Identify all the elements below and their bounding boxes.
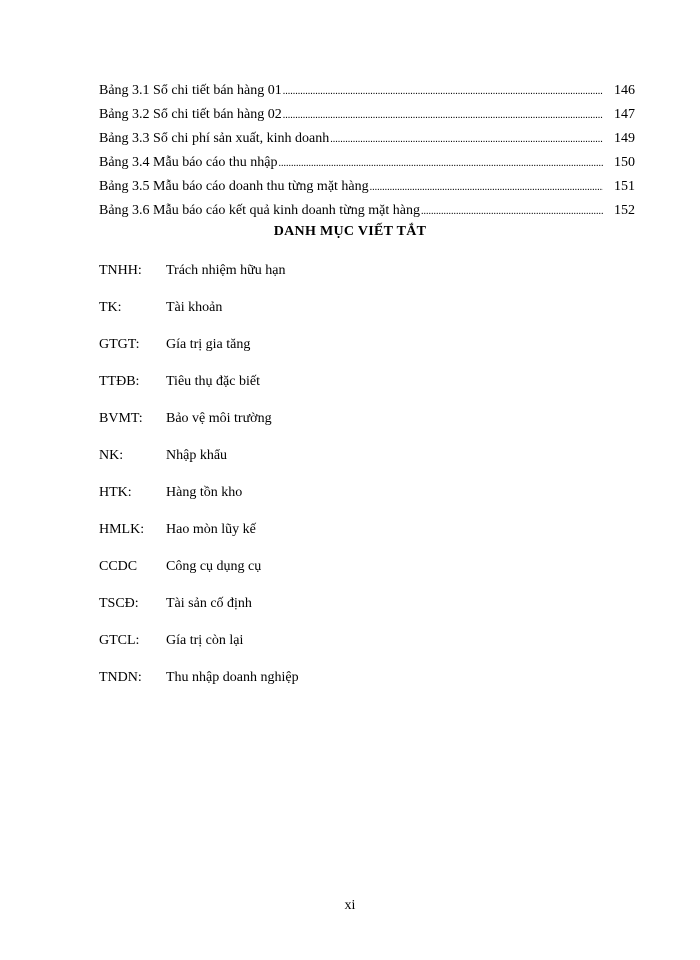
- abbreviation-key: TNDN:: [99, 670, 142, 685]
- abbreviation-value: Nhập khẩu: [166, 448, 228, 463]
- abbreviation-value: Tài khoản: [166, 300, 223, 315]
- abbreviation-key: TK:: [99, 300, 122, 315]
- toc-entry[interactable]: [99, 127, 635, 151]
- toc-entry-label: Bảng 3.5 Mẫu báo cáo doanh thu từng mặt hàng: [99, 179, 369, 194]
- abbreviation-key: BVMT:: [99, 411, 143, 426]
- abbreviation-row: [99, 262, 299, 299]
- abbreviation-key: TSCĐ:: [99, 596, 139, 611]
- toc-entry-page: 147: [614, 107, 635, 122]
- toc-leader-dots: [283, 104, 603, 128]
- abbreviation-key: HMLK:: [99, 522, 145, 537]
- toc-entry-page: 149: [614, 131, 635, 146]
- abbreviation-value: Hao mòn lũy kế: [166, 522, 256, 537]
- abbreviation-row: [99, 632, 299, 669]
- page-number: xi: [344, 898, 356, 913]
- abbreviation-value: Hàng tồn kho: [166, 485, 243, 500]
- abbreviation-value: Gía trị gia tăng: [166, 337, 251, 352]
- toc-leader-dots: [330, 128, 603, 152]
- section-heading: DANH MỤC VIẾT TẮT: [273, 224, 427, 239]
- abbreviation-value: Công cụ dụng cụ: [166, 559, 262, 574]
- toc-entry-label: Bảng 3.6 Mẫu báo cáo kết quả kinh doanh từng mặt hàng: [99, 203, 420, 218]
- abbreviation-row: [99, 447, 299, 484]
- abbreviation-row: [99, 521, 299, 558]
- toc-entry[interactable]: [99, 103, 635, 127]
- abbreviation-row: [99, 373, 299, 410]
- abbreviation-row: [99, 595, 299, 632]
- toc-entry-page: 150: [614, 155, 635, 170]
- toc-entry-label: Bảng 3.1 Sổ chi tiết bán hàng 01: [99, 83, 282, 98]
- abbreviation-value: Trách nhiệm hữu hạn: [166, 263, 286, 278]
- toc-entry[interactable]: [99, 199, 635, 223]
- abbreviation-value: Tài sản cố định: [166, 596, 252, 611]
- toc-entry-page: 152: [614, 203, 635, 218]
- toc-entry-page: 151: [614, 179, 635, 194]
- abbreviation-row: [99, 558, 299, 595]
- abbreviation-list: [99, 262, 299, 706]
- toc-leader-dots: [421, 200, 603, 224]
- abbreviation-row: [99, 484, 299, 521]
- abbreviation-key: GTCL:: [99, 633, 140, 648]
- toc-leader-dots: [278, 152, 603, 176]
- abbreviation-row: [99, 336, 299, 373]
- toc-entry[interactable]: [99, 175, 635, 199]
- abbreviation-key: CCDC: [99, 559, 138, 574]
- toc-entry[interactable]: [99, 151, 635, 175]
- abbreviation-key: GTGT:: [99, 337, 140, 352]
- abbreviation-row: [99, 669, 299, 706]
- toc-entry-page: 146: [614, 83, 635, 98]
- abbreviation-key: TNHH:: [99, 263, 142, 278]
- abbreviation-value: Tiêu thụ đặc biết: [166, 374, 260, 389]
- abbreviation-value: Bảo vệ môi trường: [166, 411, 272, 426]
- toc-entry-label: Bảng 3.4 Mẫu báo cáo thu nhập: [99, 155, 278, 170]
- toc-leader-dots: [283, 80, 603, 104]
- abbreviation-value: Thu nhập doanh nghiệp: [166, 670, 299, 685]
- toc-entry[interactable]: [99, 79, 635, 103]
- table-of-contents: [99, 79, 635, 223]
- abbreviation-key: TTĐB:: [99, 374, 140, 389]
- abbreviation-row: [99, 299, 299, 336]
- abbreviation-value: Gía trị còn lại: [166, 633, 244, 648]
- toc-entry-label: Bảng 3.2 Sổ chi tiết bán hàng 02: [99, 107, 282, 122]
- abbreviation-key: NK:: [99, 448, 124, 463]
- abbreviation-row: [99, 410, 299, 447]
- toc-leader-dots: [370, 176, 603, 200]
- abbreviation-key: HTK:: [99, 485, 132, 500]
- toc-entry-label: Bảng 3.3 Sổ chi phí sản xuất, kinh doanh: [99, 131, 330, 146]
